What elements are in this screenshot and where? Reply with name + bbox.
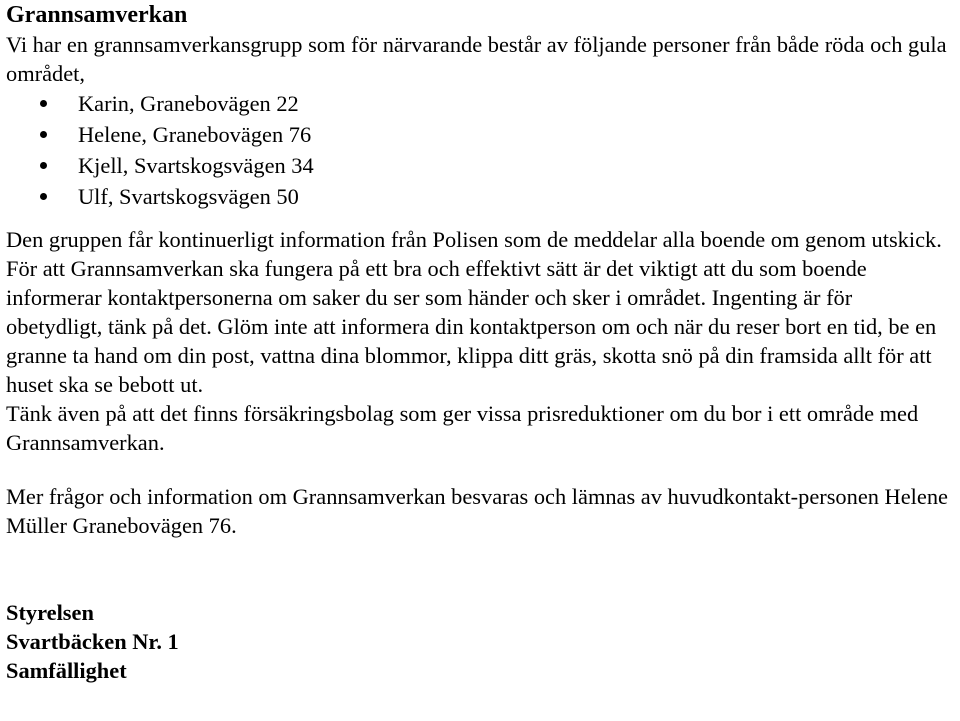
list-item xyxy=(6,181,954,212)
list-item xyxy=(6,150,954,181)
bullet-icon xyxy=(40,193,47,200)
document-title: Grannsamverkan xyxy=(6,2,188,28)
signature-line-board: Styrelsen xyxy=(6,600,94,625)
spacer xyxy=(6,540,954,598)
list-item xyxy=(6,119,954,150)
list-item xyxy=(6,88,954,119)
signature-block xyxy=(6,598,954,685)
member-entry: Helene, Granebovägen 76 xyxy=(78,122,312,147)
signature-line-association: Svartbäcken Nr. 1 xyxy=(6,629,179,654)
member-entry: Karin, Granebovägen 22 xyxy=(78,91,299,116)
signature-line-entity: Samfällighet xyxy=(6,658,127,683)
insurance-paragraph: Tänk även på att det finns försäkringsbolag som ger vissa prisreduktioner om du bor i ett område med Grannsamverkan. xyxy=(6,401,919,455)
intro-paragraph: Vi har en grannsamverkansgrupp som för närvarande består av följande personer från både röda och gula området, xyxy=(6,32,947,86)
contact-paragraph: Mer frågor och information om Grannsamverkan besvaras och lämnas av huvudkontakt-personen Helene Müller Granebovägen 76. xyxy=(6,484,948,538)
member-list xyxy=(6,88,954,212)
bullet-icon xyxy=(40,162,47,169)
bullet-icon xyxy=(40,131,47,138)
member-entry: Kjell, Svartskogsvägen 34 xyxy=(78,153,314,178)
spacer xyxy=(6,457,954,482)
bullet-icon xyxy=(40,100,47,107)
spacer xyxy=(6,212,954,225)
body-paragraph: Den gruppen får kontinuerligt information från Polisen som de meddelar alla boende om genom utskick. För att Grannsamverkan ska fungera på ett bra och effektivt sätt är det viktigt att du som boende informerar kontaktpersonerna om saker du ser som händer och sker i området. Ingenting är för obetydligt, tänk på det. Glöm inte att informera din kontaktperson om och när du reser bort en tid, be en granne ta hand om din post, vattna dina blommor, klippa ditt gräs, skotta snö på din framsida allt för att huset ska se bebott ut. xyxy=(6,227,942,397)
member-entry: Ulf, Svartskogsvägen 50 xyxy=(78,184,299,209)
